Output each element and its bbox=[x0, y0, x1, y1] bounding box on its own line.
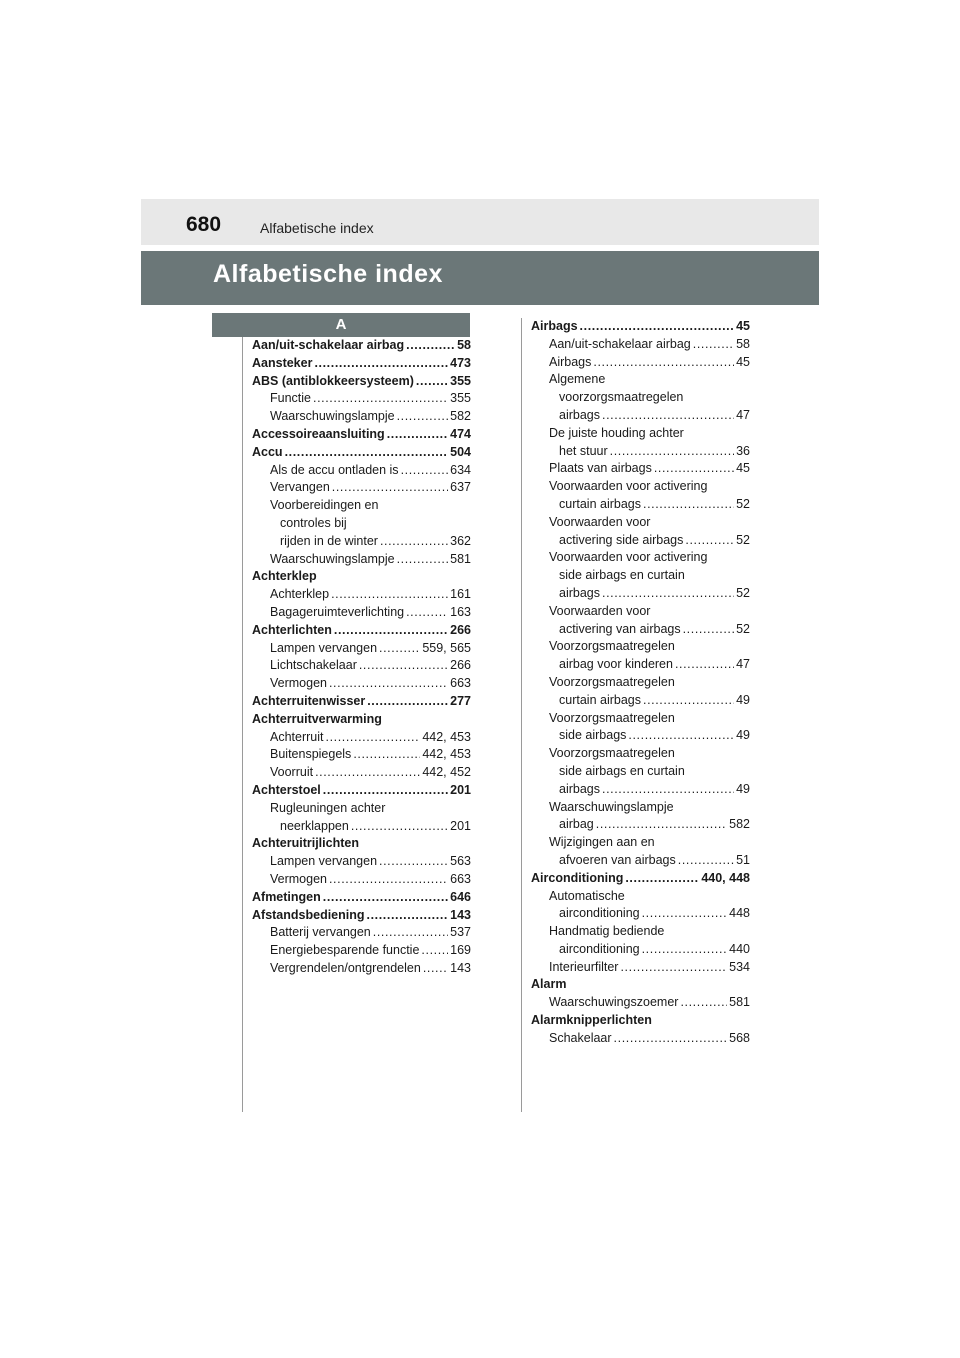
index-entry bbox=[531, 692, 750, 710]
dot-leader bbox=[379, 853, 448, 871]
index-column-right bbox=[531, 318, 750, 1048]
section-letter-a: A bbox=[212, 313, 470, 337]
right-column-rule bbox=[521, 318, 522, 1112]
dot-leader bbox=[373, 924, 448, 942]
dot-leader bbox=[642, 905, 728, 923]
entry-page: 45 bbox=[736, 354, 750, 369]
entry-label: Aan/uit-schakelaar airbag bbox=[549, 336, 691, 351]
dot-leader bbox=[643, 692, 734, 710]
entry-page: 58 bbox=[457, 338, 471, 352]
entry-page: 266 bbox=[450, 622, 471, 637]
entry-page: 440 bbox=[729, 941, 750, 956]
entry-label: Voorruit bbox=[270, 765, 314, 780]
entry-label: activering side airbags bbox=[559, 532, 684, 547]
entry-label: Vergrendelen/ontgrendelen bbox=[270, 960, 421, 975]
index-entry bbox=[252, 871, 471, 889]
entry-label: Aansteker bbox=[252, 355, 313, 370]
header-bar bbox=[141, 199, 819, 245]
index-entry: Automatische bbox=[549, 888, 625, 903]
dot-leader bbox=[401, 462, 449, 480]
dot-leader bbox=[315, 764, 420, 782]
entry-page: 49 bbox=[736, 781, 750, 796]
index-entry bbox=[531, 354, 750, 372]
dot-leader bbox=[331, 586, 448, 604]
dot-leader bbox=[678, 852, 734, 870]
entry-page: 663 bbox=[450, 871, 471, 886]
entry-page: 51 bbox=[736, 852, 750, 867]
entry-page: 534 bbox=[729, 959, 750, 974]
index-entry bbox=[252, 960, 471, 978]
entry-page: 45 bbox=[736, 319, 750, 333]
entry-label: Achterruitenwisser bbox=[252, 693, 366, 708]
entry-page: 52 bbox=[736, 532, 750, 547]
page-title: Alfabetische index bbox=[213, 260, 443, 288]
dot-leader bbox=[379, 640, 420, 658]
entry-label: airbags bbox=[559, 781, 600, 796]
index-entry bbox=[252, 640, 471, 658]
entry-label: Accessoireaansluiting bbox=[252, 426, 385, 441]
index-entry bbox=[252, 426, 471, 444]
dot-leader bbox=[614, 1030, 728, 1048]
entry-page: 143 bbox=[450, 907, 471, 922]
entry-label: Afstandsbediening bbox=[252, 907, 365, 922]
dot-leader bbox=[406, 604, 448, 622]
dot-leader bbox=[602, 781, 734, 799]
entry-label: Achterruit bbox=[270, 729, 324, 744]
entry-page: 448 bbox=[729, 906, 750, 921]
index-entry bbox=[531, 656, 750, 674]
dot-leader bbox=[329, 871, 448, 889]
dot-leader bbox=[323, 782, 448, 800]
dot-leader bbox=[685, 532, 734, 550]
dot-leader bbox=[654, 460, 734, 478]
dot-leader bbox=[620, 959, 727, 977]
index-entry bbox=[531, 727, 750, 745]
entry-label: het stuur bbox=[559, 443, 608, 458]
index-entry bbox=[531, 443, 750, 461]
index-entry bbox=[531, 905, 750, 923]
entry-page: 646 bbox=[450, 889, 471, 904]
index-entry bbox=[252, 729, 471, 747]
index-entry: Alarmknipperlichten bbox=[531, 1013, 652, 1028]
entry-label: airconditioning bbox=[559, 941, 640, 956]
dot-leader bbox=[367, 907, 449, 925]
index-entry: Voorzorgsmaatregelen bbox=[549, 710, 675, 725]
index-entry bbox=[252, 479, 471, 497]
entry-page: 52 bbox=[736, 585, 750, 600]
entry-page: 442, 452 bbox=[422, 765, 471, 780]
entry-label: Achterklep bbox=[270, 587, 330, 602]
index-entry: Achteruitrijlichten bbox=[252, 836, 359, 851]
dot-leader bbox=[314, 355, 448, 373]
index-entry bbox=[252, 390, 471, 408]
entry-page: 355 bbox=[450, 373, 471, 388]
dot-leader bbox=[423, 960, 448, 978]
index-entry bbox=[252, 551, 471, 569]
dot-leader bbox=[683, 621, 734, 639]
index-entry: Voorzorgsmaatregelen bbox=[549, 746, 675, 761]
entry-label: Interieurfilter bbox=[549, 959, 619, 974]
entry-page: 143 bbox=[450, 960, 471, 975]
entry-page: 582 bbox=[450, 409, 471, 424]
index-entry: Voorbereidingen en bbox=[270, 498, 379, 513]
entry-page: 559, 565 bbox=[422, 640, 471, 655]
entry-label: Aan/uit-schakelaar airbag bbox=[252, 338, 405, 352]
entry-label: Airbags bbox=[549, 354, 592, 369]
dot-leader bbox=[359, 657, 448, 675]
dot-leader bbox=[625, 870, 699, 888]
entry-label: Afmetingen bbox=[252, 889, 321, 904]
dot-leader bbox=[313, 390, 448, 408]
index-entry bbox=[252, 746, 471, 764]
dot-leader bbox=[367, 693, 448, 711]
index-entry bbox=[531, 816, 750, 834]
index-entry bbox=[252, 462, 471, 480]
entry-page: 161 bbox=[450, 587, 471, 602]
dot-leader bbox=[323, 889, 448, 907]
entry-page: 49 bbox=[736, 728, 750, 743]
index-entry bbox=[531, 407, 750, 425]
index-entry: Achterklep bbox=[252, 569, 317, 584]
entry-label: airbags bbox=[559, 585, 600, 600]
index-entry: Voorwaarden voor activering bbox=[549, 479, 708, 494]
dot-leader bbox=[387, 426, 448, 444]
index-entry bbox=[252, 693, 471, 711]
entry-label: Lichtschakelaar bbox=[270, 658, 357, 673]
entry-page: 58 bbox=[736, 336, 750, 351]
index-entry bbox=[531, 532, 750, 550]
entry-page: 581 bbox=[450, 551, 471, 566]
index-entry bbox=[252, 657, 471, 675]
dot-leader bbox=[353, 746, 420, 764]
entry-label: Waarschuwingslampje bbox=[270, 551, 395, 566]
page-number: 680 bbox=[186, 213, 222, 236]
entry-label: Airconditioning bbox=[531, 870, 624, 885]
entry-label: Vermogen bbox=[270, 871, 327, 886]
entry-page: 36 bbox=[736, 443, 750, 458]
entry-label: curtain airbags bbox=[559, 496, 641, 511]
entry-page: 201 bbox=[450, 782, 471, 797]
entry-page: 568 bbox=[729, 1030, 750, 1045]
index-entry bbox=[531, 336, 750, 354]
entry-page: 474 bbox=[450, 426, 471, 441]
index-entry bbox=[531, 621, 750, 639]
entry-label: Lampen vervangen bbox=[270, 854, 378, 869]
entry-page: 45 bbox=[736, 461, 750, 476]
index-entry bbox=[252, 907, 471, 925]
dot-leader bbox=[680, 994, 727, 1012]
index-entry: side airbags en curtain bbox=[559, 568, 685, 583]
dot-leader bbox=[329, 675, 448, 693]
entry-label: Airbags bbox=[531, 319, 578, 333]
dot-leader bbox=[596, 816, 727, 834]
entry-label: Achterlichten bbox=[252, 622, 332, 637]
entry-label: Schakelaar bbox=[549, 1030, 612, 1045]
entry-label: Achterstoel bbox=[252, 782, 321, 797]
dot-leader bbox=[332, 479, 448, 497]
index-entry: side airbags en curtain bbox=[559, 763, 685, 778]
dot-leader bbox=[380, 533, 448, 551]
entry-page: 163 bbox=[450, 604, 471, 619]
entry-page: 442, 453 bbox=[422, 747, 471, 762]
index-entry bbox=[252, 818, 471, 836]
entry-page: 582 bbox=[729, 817, 750, 832]
entry-label: airconditioning bbox=[559, 906, 640, 921]
index-entry: Voorwaarden voor activering bbox=[549, 550, 708, 565]
index-entry bbox=[252, 782, 471, 800]
entry-page: 52 bbox=[736, 496, 750, 511]
index-entry: De juiste houding achter bbox=[549, 425, 684, 440]
index-entry bbox=[252, 337, 471, 355]
index-entry bbox=[252, 889, 471, 907]
entry-page: 362 bbox=[450, 533, 471, 548]
dot-leader bbox=[421, 942, 448, 960]
dot-leader bbox=[610, 443, 734, 461]
index-entry bbox=[252, 764, 471, 782]
entry-label: Waarschuwingszoemer bbox=[549, 995, 679, 1010]
dot-leader bbox=[416, 373, 448, 391]
entry-label: Vermogen bbox=[270, 676, 327, 691]
index-entry bbox=[531, 1030, 750, 1048]
dot-leader bbox=[406, 337, 455, 355]
entry-page: 47 bbox=[736, 657, 750, 672]
index-entry: voorzorgsmaatregelen bbox=[559, 390, 684, 405]
index-entry bbox=[252, 373, 471, 391]
index-entry bbox=[252, 622, 471, 640]
index-entry bbox=[531, 585, 750, 603]
entry-label: airbag bbox=[559, 817, 594, 832]
entry-label: Accu bbox=[252, 444, 283, 459]
index-entry: Alarm bbox=[531, 977, 567, 992]
entry-label: Als de accu ontladen is bbox=[270, 462, 399, 477]
index-entry bbox=[531, 994, 750, 1012]
entry-label: Functie bbox=[270, 391, 311, 406]
index-entry: controles bij bbox=[280, 515, 347, 530]
entry-page: 52 bbox=[736, 621, 750, 636]
dot-leader bbox=[628, 727, 734, 745]
entry-page: 563 bbox=[450, 854, 471, 869]
entry-label: Bagageruimteverlichting bbox=[270, 604, 405, 619]
index-entry bbox=[252, 408, 471, 426]
entry-page: 169 bbox=[450, 943, 471, 958]
index-entry bbox=[252, 355, 471, 373]
index-entry: Voorzorgsmaatregelen bbox=[549, 639, 675, 654]
entry-label: airbag voor kinderen bbox=[559, 657, 673, 672]
index-entry: Voorzorgsmaatregelen bbox=[549, 674, 675, 689]
entry-page: 277 bbox=[450, 693, 471, 708]
dot-leader bbox=[675, 656, 734, 674]
entry-page: 663 bbox=[450, 676, 471, 691]
entry-label: Lampen vervangen bbox=[270, 640, 378, 655]
entry-label: activering van airbags bbox=[559, 621, 681, 636]
entry-label: airbags bbox=[559, 407, 600, 422]
entry-page: 504 bbox=[450, 444, 471, 459]
entry-label: side airbags bbox=[559, 728, 627, 743]
dot-leader bbox=[326, 729, 421, 747]
entry-page: 634 bbox=[450, 462, 471, 477]
index-entry: Achterruitverwarming bbox=[252, 711, 382, 726]
entry-page: 537 bbox=[450, 925, 471, 940]
index-entry bbox=[531, 870, 750, 888]
dot-leader bbox=[642, 941, 728, 959]
dot-leader bbox=[693, 336, 734, 354]
index-entry bbox=[531, 460, 750, 478]
entry-label: Waarschuwingslampje bbox=[270, 409, 395, 424]
running-header-title: Alfabetische index bbox=[260, 220, 374, 236]
index-entry: Voorwaarden voor bbox=[549, 603, 651, 618]
entry-label: curtain airbags bbox=[559, 692, 641, 707]
entry-page: 266 bbox=[450, 658, 471, 673]
entry-page: 637 bbox=[450, 480, 471, 495]
index-entry: Handmatig bediende bbox=[549, 924, 665, 939]
index-entry bbox=[252, 675, 471, 693]
dot-leader bbox=[643, 496, 734, 514]
entry-page: 47 bbox=[736, 407, 750, 422]
index-entry bbox=[531, 941, 750, 959]
index-entry bbox=[252, 586, 471, 604]
index-entry bbox=[252, 604, 471, 622]
entry-page: 355 bbox=[450, 391, 471, 406]
entry-label: Batterij vervangen bbox=[270, 925, 371, 940]
entry-page: 442, 453 bbox=[422, 729, 471, 744]
entry-label: rijden in de winter bbox=[280, 533, 378, 548]
dot-leader bbox=[351, 818, 448, 836]
entry-page: 581 bbox=[729, 995, 750, 1010]
entry-page: 440, 448 bbox=[701, 870, 750, 885]
index-entry: Voorwaarden voor bbox=[549, 514, 651, 529]
entry-label: afvoeren van airbags bbox=[559, 852, 676, 867]
dot-leader bbox=[285, 444, 449, 462]
index-entry bbox=[531, 496, 750, 514]
dot-leader bbox=[602, 407, 734, 425]
dot-leader bbox=[602, 585, 734, 603]
index-entry bbox=[531, 781, 750, 799]
index-entry bbox=[252, 533, 471, 551]
entry-page: 201 bbox=[450, 818, 471, 833]
index-entry: Waarschuwingslampje bbox=[549, 799, 674, 814]
index-entry bbox=[252, 924, 471, 942]
index-entry: Wijzigingen aan en bbox=[549, 835, 655, 850]
index-entry: Rugleuningen achter bbox=[270, 800, 386, 815]
index-entry bbox=[252, 444, 471, 462]
entry-label: Vervangen bbox=[270, 480, 330, 495]
index-column-left bbox=[252, 337, 471, 978]
dot-leader bbox=[580, 318, 735, 336]
dot-leader bbox=[397, 551, 449, 569]
index-entry bbox=[252, 853, 471, 871]
dot-leader bbox=[593, 354, 734, 372]
entry-label: Energiebesparende functie bbox=[270, 943, 420, 958]
entry-label: Plaats van airbags bbox=[549, 461, 652, 476]
entry-label: Buitenspiegels bbox=[270, 747, 352, 762]
entry-page: 49 bbox=[736, 692, 750, 707]
entry-page: 473 bbox=[450, 355, 471, 370]
left-column-rule bbox=[242, 337, 243, 1112]
index-entry bbox=[531, 959, 750, 977]
index-entry bbox=[531, 852, 750, 870]
index-entry bbox=[252, 942, 471, 960]
dot-leader bbox=[397, 408, 449, 426]
index-entry: Algemene bbox=[549, 372, 606, 387]
entry-label: ABS (antiblokkeersysteem) bbox=[252, 373, 414, 388]
dot-leader bbox=[334, 622, 448, 640]
index-entry bbox=[531, 318, 750, 336]
entry-label: neerklappen bbox=[280, 818, 349, 833]
